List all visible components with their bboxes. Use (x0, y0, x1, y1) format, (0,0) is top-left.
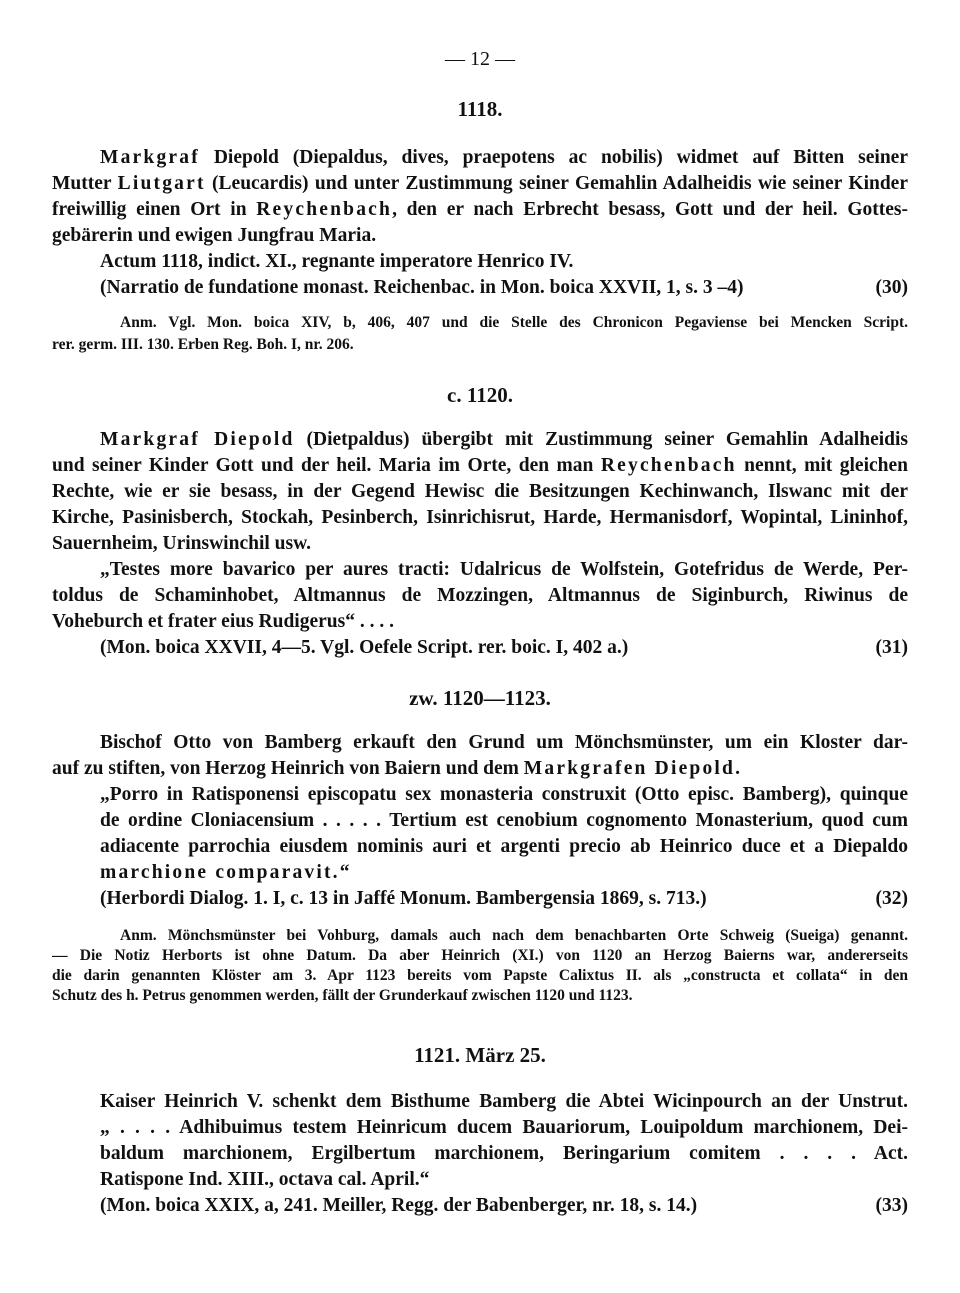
annotation-line: Anm. Vgl. Mon. boica XIV, b, 406, 407 und die Stelle des Chronicon Pegaviense bei Mencken Script. (120, 314, 908, 331)
entry-number: (31) (875, 637, 908, 658)
reference-text: (Mon. boica XXIX, a, 241. Meiller, Regg. der Babenberger, nr. 18, s. 14.) (100, 1195, 698, 1216)
entry-text-line: auf zu stiften, von Herzog Heinrich von Baiern und dem Markgrafen Diepold. (52, 758, 740, 779)
source-reference (100, 886, 908, 912)
entry-text-line: Kirche, Pasinisberch, Stockah, Pesinberch, Isinrichisrut, Harde, Hermanisdorf, Wopintal, Lininhof, (52, 507, 908, 528)
source-reference (100, 635, 908, 661)
annotation-line: die darin genannten Klöster am 3. Apr 1123 bereits vom Papste Calixtus II. als „constructa et collata“ in den (52, 967, 908, 984)
entry-text-line: freiwillig einen Ort in Reychenbach, den er nach Erbrecht besass, Gott und der heil. Gottes- (52, 199, 908, 220)
entry-heading: c. 1120. (447, 383, 513, 407)
entry-text-line: Markgraf Diepold (Diepaldus, dives, praepotens ac nobilis) widmet auf Bitten seiner (100, 147, 908, 168)
entry-text-line: Actum 1118, indict. XI., regnante imperatore Henrico IV. (100, 251, 574, 272)
quote-line: „Testes more bavarico per aures tracti: Udalricus de Wolfstein, Gotefridus de Werde, Per- (100, 559, 908, 580)
quote-line: de ordine Cloniacensium . . . . . Tertium est cenobium cognomento Monasterium, quod cum (100, 810, 908, 831)
entry-text-line: Sauernheim, Urinswinchil usw. (52, 533, 311, 554)
annotation-line: Anm. Mönchsmünster bei Vohburg, damals auch nach dem benachbarten Orte Schweig (Sueiga) genannt. (120, 927, 908, 944)
quote-line: baldum marchionem, Ergilbertum marchionem, Beringarium comitem . . . . Act. (100, 1143, 908, 1164)
entry-heading: zw. 1120—1123. (409, 686, 551, 710)
entry-text-line: Mutter Liutgart (Leucardis) und unter Zustimmung seiner Gemahlin Adalheidis wie seiner Kinder (52, 173, 908, 194)
quote-line: Voheburch et frater eius Rudigerus“ . . . . (52, 611, 394, 632)
reference-text: (Herbordi Dialog. 1. I, c. 13 in Jaffé Monum. Bambergensia 1869, s. 713.) (100, 888, 707, 909)
entry-heading: 1118. (457, 97, 503, 121)
entry-number: (30) (875, 277, 908, 298)
reference-text: (Mon. boica XXVII, 4—5. Vgl. Oefele Script. rer. boic. I, 402 a.) (100, 637, 629, 658)
annotation-line: rer. germ. III. 130. Erben Reg. Boh. I, nr. 206. (52, 336, 354, 353)
source-reference (100, 275, 908, 301)
quote-line: marchione comparavit.“ (100, 862, 352, 883)
page-number: — 12 — (445, 48, 515, 70)
source-reference (100, 1193, 908, 1219)
quote-line: „Porro in Ratisponensi episcopatu sex monasteria construxit (Otto episc. Bamberg), quinque (100, 784, 908, 805)
entry-number: (32) (875, 888, 908, 909)
annotation-line: Schutz des h. Petrus genommen werden, fällt der Grunderkauf zwischen 1120 und 1123. (52, 987, 633, 1004)
quote-line: toldus de Schaminhobet, Altmannus de Mozzingen, Altmannus de Siginburch, Riwinus de (52, 585, 908, 606)
reference-text: (Narratio de fundatione monast. Reichenbac. in Mon. boica XXVII, 1, s. 3 –4) (100, 277, 744, 298)
entry-text-line: und seiner Kinder Gott und der heil. Maria im Orte, den man Reychenbach nennt, mit gleichen (52, 455, 908, 476)
entry-text-line: Rechte, wie er sie besass, in der Gegend Hewisc die Besitzungen Kechinwanch, Ilswanc mit der (52, 481, 908, 502)
entry-heading: 1121. März 25. (414, 1043, 546, 1067)
entry-text-line: Bischof Otto von Bamberg erkauft den Grund um Mönchsmünster, um ein Kloster dar- (100, 732, 908, 753)
quote-line: Ratispone Ind. XIII., octava cal. April.“ (100, 1169, 430, 1190)
entry-number: (33) (875, 1195, 908, 1216)
quote-line: „ . . . . Adhibuimus testem Heinricum ducem Bauariorum, Louipoldum marchionem, Dei- (100, 1117, 908, 1138)
annotation-line: — Die Notiz Herborts ist ohne Datum. Da aber Heinrich (XI.) von 1120 an Herzog Baierns war, andererseits (52, 947, 908, 964)
entry-text-line: Markgraf Diepold (Dietpaldus) übergibt mit Zustimmung seiner Gemahlin Adalheidis (100, 429, 908, 450)
entry-text-line: gebärerin und ewigen Jungfrau Maria. (52, 225, 377, 246)
entry-text-line: Kaiser Heinrich V. schenkt dem Bisthume Bamberg die Abtei Wicinpourch an der Unstrut. (100, 1091, 908, 1112)
quote-line: adiacente parrochia eiusdem nominis auri et argenti precio ab Heinrico duce et a Diepaldo (100, 836, 908, 857)
